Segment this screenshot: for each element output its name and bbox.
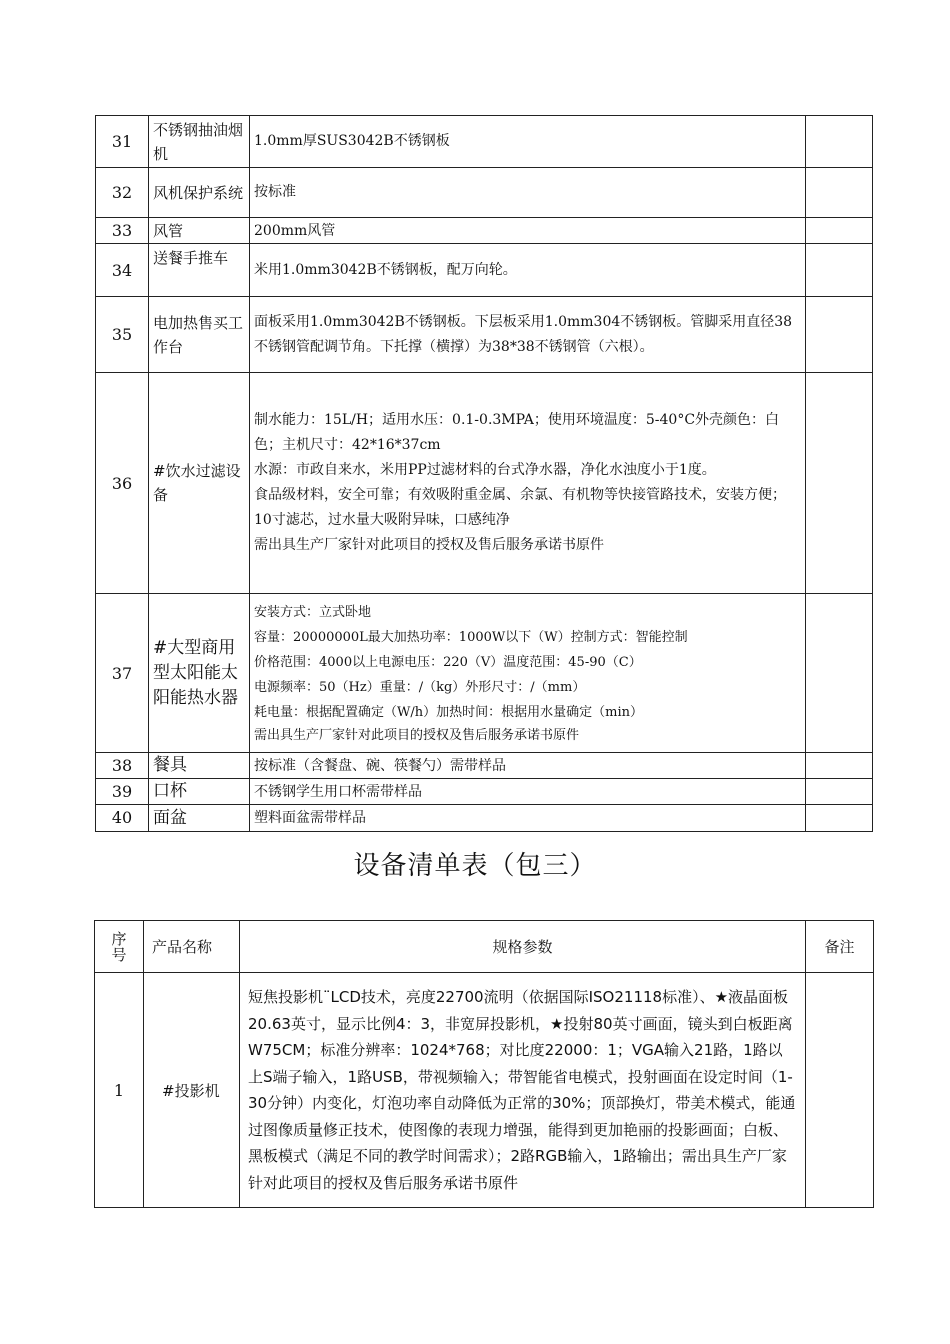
note-cell <box>806 973 874 1208</box>
product-name: #大型商用型太阳能太阳能热水器 <box>149 594 250 753</box>
row-number: 31 <box>96 116 149 168</box>
note-cell <box>806 244 873 297</box>
spec-cell <box>250 594 806 753</box>
table-row <box>96 168 873 218</box>
note-cell <box>806 116 873 168</box>
spec-cell: 1.0mm厚SUS3042B不锈钢板 <box>250 116 806 168</box>
header-spec: 规格参数 <box>240 921 806 973</box>
spec-cell: 按标准（含餐盘、碗、筷餐勺）需带样品 <box>250 753 806 779</box>
spec-line: 水源：市政自来水，米用PP过滤材料的台式净水器，净化水浊度小于1度。 <box>254 462 716 478</box>
note-cell <box>806 594 873 753</box>
row-number: 36 <box>96 373 149 594</box>
table-header-row <box>95 921 874 973</box>
product-name: 风管 <box>149 218 250 244</box>
product-name: #投影机 <box>144 973 240 1208</box>
product-name: 口杯 <box>149 779 250 805</box>
product-name: 风机保护系统 <box>149 168 250 218</box>
header-note: 备注 <box>806 921 874 973</box>
spec-line: 容量：20000000L最大加热功率：1000W以下（W）控制方式：智能控制 <box>254 629 688 645</box>
section-title: 设备清单表（包三） <box>353 851 597 881</box>
spec-line: 食品级材料，安全可靠；有效吸附重金属、余氯、有机物等快接管路技术，安装方便；10寸滤芯，过水量大吸附异味，口感纯净 <box>254 487 786 528</box>
table-row <box>96 805 873 832</box>
table-row <box>96 218 873 244</box>
row-number: 34 <box>96 244 149 297</box>
product-name: 电加热售买工作台 <box>149 297 250 373</box>
spec-line: 电源频率：50（Hz）重量：/（kg）外形尺寸：/（mm） <box>254 679 586 695</box>
table-row <box>96 594 873 753</box>
row-number: 1 <box>95 973 144 1208</box>
row-number: 37 <box>96 594 149 753</box>
table-row <box>96 373 873 594</box>
spec-cell: 塑料面盆需带样品 <box>250 805 806 832</box>
spec-cell: 短焦投影机¨LCD技术，亮度22700流明（依据国际ISO21118标准）、★液晶面板20.63英寸，显示比例4：3，非宽屏投影机，★投射80英寸画面，镜头到白板距离W75CM；标准分辨率：1024*768；对比度22000：1；VGA输入21路，1路以上S端子输入，1路USB，带视频输入；带智能省电模式，投射画面在设定时间（1-30分钟）内变化，灯泡功率自动降低为正常的30%；顶部换灯，带美术模式，能通过图像质量修正技术，使图像的表现力增强，能得到更加艳丽的投影画面；白板、黑板模式（满足不同的教学时间需求）；2路RGB输入，1路输出；需出具生产厂家针对此项目的授权及售后服务承诺书原件 <box>240 973 806 1208</box>
product-name: 面盆 <box>149 805 250 832</box>
table-row <box>95 973 874 1208</box>
spec-cell: 面板采用1.0mm3042B不锈钢板。下层板采用1.0mm304不锈钢板。管脚采用直径38不锈钢管配调节角。下托撑（横撑）为38*38不锈钢管（六根）。 <box>250 297 806 373</box>
header-seq: 序号 <box>95 921 144 973</box>
product-name: #饮水过滤设备 <box>149 373 250 594</box>
spec-line: 价格范围：4000以上电源电压：220（V）温度范围：45-90（C） <box>254 654 642 670</box>
note-cell <box>806 753 873 779</box>
spec-line: 耗电量：根据配置确定（W/h）加热时间：根据用水量确定（min） <box>254 704 643 720</box>
row-number: 40 <box>96 805 149 832</box>
row-number: 38 <box>96 753 149 779</box>
spec-line: 需出具生产厂家针对此项目的授权及售后服务承诺书原件 <box>254 727 580 743</box>
row-number: 35 <box>96 297 149 373</box>
spec-cell <box>250 373 806 594</box>
note-cell <box>806 297 873 373</box>
product-name: 不锈钢抽油烟机 <box>149 116 250 168</box>
row-number: 33 <box>96 218 149 244</box>
table-row <box>96 244 873 297</box>
spec-line: 安装方式：立式卧地 <box>254 604 372 620</box>
note-cell <box>806 373 873 594</box>
table-row <box>96 116 873 168</box>
note-cell <box>806 779 873 805</box>
spec-cell: 200mm风管 <box>250 218 806 244</box>
spec-line: 需出具生产厂家针对此项目的授权及售后服务承诺书原件 <box>254 537 604 553</box>
table-row <box>96 297 873 373</box>
table-row <box>96 779 873 805</box>
product-name: 餐具 <box>149 753 250 779</box>
header-product-name: 产品名称 <box>144 921 240 973</box>
spec-cell: 按标准 <box>250 168 806 218</box>
product-name: 送餐手推车 <box>149 244 250 297</box>
note-cell <box>806 168 873 218</box>
equipment-list-table <box>94 920 874 1208</box>
note-cell <box>806 805 873 832</box>
table-row <box>96 753 873 779</box>
equipment-table-continued <box>95 115 873 832</box>
spec-line: 制水能力：15L/H；适用水压：0.1-0.3MPA；使用环境温度：5-40°C外壳颜色：白色；主机尺寸：42*16*37cm <box>254 412 780 453</box>
spec-cell: 米用1.0mm3042B不锈钢板，配万向轮。 <box>250 244 806 297</box>
spec-cell: 不锈钢学生用口杯需带样品 <box>250 779 806 805</box>
row-number: 32 <box>96 168 149 218</box>
note-cell <box>806 218 873 244</box>
row-number: 39 <box>96 779 149 805</box>
